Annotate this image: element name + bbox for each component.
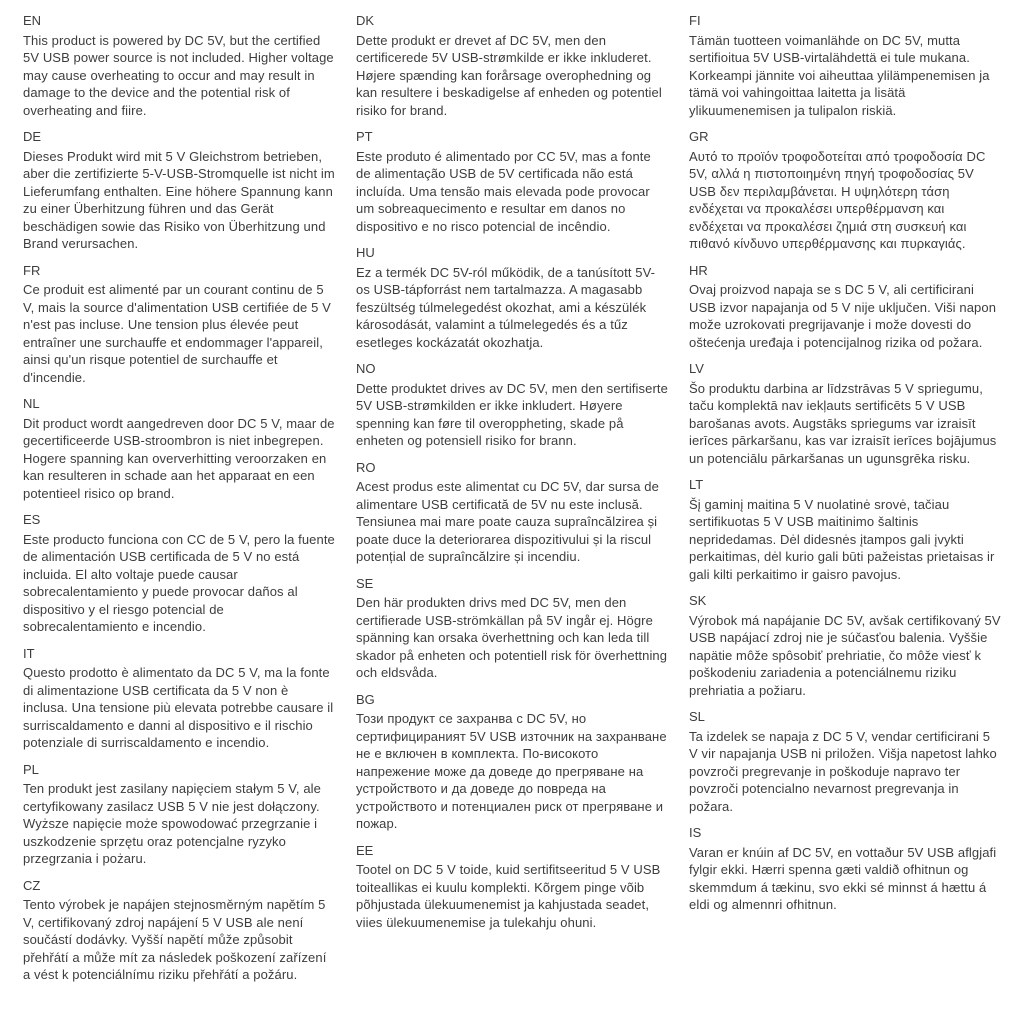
lang-code-pt: PT <box>356 129 373 144</box>
lang-text-gr: Αυτό το προϊόν τροφοδοτείται από τροφοδοσία DC 5V, αλλά η πιστοποιημένη πηγή τροφοδοσίας 5V USB δεν περιλαμβάνεται. Η υψηλότερη τάση ενδέχεται να προκαλέσει υπερθέρμανση και ενδέχεται να προκαλέσει ζημιά στη συσκευή και πιθανό κίνδυνο υπερθέρμανσης και πυρκαγιάς. <box>689 148 986 251</box>
lang-code-sk: SK <box>689 593 707 608</box>
lang-text-ro: Acest produs este alimentat cu DC 5V, dar sursa de alimentare USB certificată de 5V nu este inclusă. Tensiunea mai mare poate cauza supraîncălzirea și poate duce la deteriorarea dispozitivului și la riscul potențial de supraîncălzire și incendiu. <box>356 479 659 564</box>
lang-section-lv <box>689 360 1001 467</box>
notice-column-1 <box>23 12 335 993</box>
lang-code-es: ES <box>23 512 41 527</box>
lang-section-is <box>689 824 1001 914</box>
lang-text-is: Varan er knúin af DC 5V, en vottaður 5V USB aflgjafi fylgir ekki. Hærri spenna gæti valdið ofhitnun og skemmdum á tækinu, svo ekki sé minnst á hættu á eldi og almennri ofhitnun. <box>689 844 997 912</box>
lang-code-sl: SL <box>689 709 705 724</box>
lang-text-lv: Šo produktu darbina ar līdzstrāvas 5 V spriegumu, taču komplektā nav iekļauts sertificēts 5 V USB barošanas avots. Augstāks spriegums var izraisīt ierīces pārkaršanu, kas var izraisīt ierīces bojājumus un potenciālu pārkaršanas un ugunsgrēka risku. <box>689 380 997 466</box>
lang-section-fi <box>689 12 1001 119</box>
lang-code-fr: FR <box>23 262 41 278</box>
lang-code-pl: PL <box>23 761 39 777</box>
lang-text-de: Dieses Produkt wird mit 5 V Gleichstrom betrieben, aber die zertifizierte 5-V-USB-Stromquelle ist nicht im Lieferumfang enthalten. Eine höhere Spannung kann zu einer Überhitzung führen und das Gerät beschädigen sowie das Risiko von Überhitzung und Brand verursachen. <box>23 148 335 251</box>
lang-section-fr <box>23 262 335 387</box>
lang-code-lt: LT <box>689 477 704 492</box>
lang-text-lt: Šį gaminį maitina 5 V nuolatinė srovė, tačiau sertifikuotas 5 V USB maitinimo šaltinis nepridedamas. Dėl didesnės įtampos gali įvykti perkaitimas, dėl kurio gali būti pažeistas prietaisas ir gali kilti perkaitimo ir gaisro pavojus. <box>689 496 995 582</box>
lang-section-bg <box>356 691 668 833</box>
lang-text-sk: Výrobok má napájanie DC 5V, avšak certifikovaný 5V USB napájací zdroj nie je súčasťou balenia. Vyššie napätie môže spôsobiť prehriatie, čo môže viesť k poškodeniu zariadenia a potenciálnemu riziku prehriatia a požiaru. <box>689 612 1001 698</box>
lang-code-dk: DK <box>356 13 375 28</box>
lang-text-sl: Ta izdelek se napaja z DC 5 V, vendar certificirani 5 V vir napajanja USB ni priložen. Višja napetost lahko povzroči pregrevanje in poškoduje napravo ter povzroči potencialno nevarnost pregrevanja in požara. <box>689 728 997 814</box>
lang-text-se: Den här produkten drivs med DC 5V, men den certifierade USB-strömkällan på 5V ingår ej. Högre spänning kan orsaka överhettning och kan leda till skador på enheten och potentiell risk för överhettning och eldsvåda. <box>356 595 668 680</box>
lang-code-fi: FI <box>689 13 701 28</box>
lang-code-ro: RO <box>356 459 376 475</box>
lang-section-it <box>23 645 335 752</box>
lang-text-es: Este producto funciona con CC de 5 V, pero la fuente de alimentación USB certificada de 5 V no está incluida. El alto voltaje puede causar sobrecalentamiento y puede provocar daños al dispositivo y el riesgo potencial de sobrecalentamiento e incendio. <box>23 531 335 634</box>
lang-code-hr: HR <box>689 262 708 278</box>
lang-code-gr: GR <box>689 129 709 144</box>
lang-text-bg: Този продукт се захранва с DC 5V, но сертифицираният 5V USB източник на захранване не е включен в комплекта. По-високото напрежение може да доведе до прегряване на устройството и да доведе до повреда на устройството и потенциален риск от прегряване и пожар. <box>356 711 667 831</box>
lang-code-de: DE <box>23 129 42 144</box>
lang-section-es <box>23 511 335 636</box>
lang-code-is: IS <box>689 825 702 840</box>
lang-section-ro <box>356 459 668 566</box>
lang-section-pl <box>23 761 335 868</box>
lang-code-nl: NL <box>23 396 40 411</box>
lang-text-pl: Ten produkt jest zasilany napięciem stałym 5 V, ale certyfikowany zasilacz USB 5 V nie jest dołączony. Wyższe napięcie może spowodować przegrzanie i uszkodzenie sprzętu oraz potencjalne ryzyko przegrzania i pożaru. <box>23 781 321 866</box>
lang-text-hr: Ovaj proizvod napaja se s DC 5 V, ali certificirani USB izvor napajanja od 5 V nije uključen. Viši napon može uzrokovati pregrijavanje i može dovesti do oštećenja uređaja i potencijalnog rizika od požara. <box>689 282 997 350</box>
lang-code-it: IT <box>23 645 35 661</box>
lang-code-lv: LV <box>689 361 704 376</box>
lang-text-hu: Ez a termék DC 5V-ról működik, de a tanúsított 5V-os USB-tápforrást nem tartalmazza. A magasabb feszültség túlmelegedést okozhat, ami a készülék károsodását, valamint a túlmelegedés és a tűz esetleges kockázatát okozhatja. <box>356 264 656 350</box>
lang-section-nl <box>23 395 335 502</box>
lang-section-sl <box>689 708 1001 815</box>
lang-code-bg: BG <box>356 691 375 707</box>
lang-section-lt <box>689 476 1001 583</box>
lang-text-ee: Tootel on DC 5 V toide, kuid sertifitseeritud 5 V USB toiteallikas ei kuulu komplekti. Kõrgem pinge võib põhjustada ülekuumenemist ja kahjustada seadet, viies ülekuumenemise ja tulekahju ohuni. <box>356 862 661 930</box>
lang-code-hu: HU <box>356 245 375 260</box>
lang-section-hu <box>356 244 668 351</box>
lang-section-en <box>23 12 335 119</box>
lang-text-fr: Ce produit est alimenté par un courant continu de 5 V, mais la source d'alimentation USB certifiée de 5 V n'est pas incluse. Une tension plus élevée peut entraîner une surchauffe et endommager l'appareil, ainsi qu'un risque potentiel de surchauffe et d'incendie. <box>23 282 331 385</box>
lang-text-en: This product is powered by DC 5V, but the certified 5V USB power source is not included. Higher voltage may cause overheating to occur and may result in damage to the device and the potential risk of overheating and fiire. <box>23 32 334 118</box>
lang-section-sk <box>689 592 1001 699</box>
lang-section-cz <box>23 877 335 984</box>
lang-text-pt: Este produto é alimentado por CC 5V, mas a fonte de alimentação USB de 5V certificada não está incluída. Uma tensão mais elevada pode provocar um sobreaquecimento e resultar em danos no dispositivo e no risco potencial de incêndio. <box>356 148 651 234</box>
lang-section-ee <box>356 842 668 932</box>
lang-section-de <box>23 128 335 253</box>
notice-column-2 <box>356 12 668 993</box>
lang-text-fi: Tämän tuotteen voimanlähde on DC 5V, mutta sertifioitua 5V USB-virtalähdettä ei tule mukana. Korkeampi jännite voi aiheuttaa ylilämpenemisen ja tämä voi vahingoittaa laitetta ja lisätä ylikuumenemisen ja tulipalon riskiä. <box>689 32 990 118</box>
lang-section-gr <box>689 128 1001 253</box>
lang-section-pt <box>356 128 668 235</box>
lang-section-dk <box>356 12 668 119</box>
lang-code-cz: CZ <box>23 877 41 893</box>
lang-text-nl: Dit product wordt aangedreven door DC 5 V, maar de gecertificeerde USB-stroombron is niet inbegrepen. Hogere spanning kan oververhitting veroorzaken en kan resulteren in schade aan het apparaat en een potentieel risico op brand. <box>23 415 335 501</box>
lang-text-no: Dette produktet drives av DC 5V, men den sertifiserte 5V USB-strømkilden er ikke inkludert. Høyere spenning kan føre til overoppheting, skade på enheten og potensiell risiko for brann. <box>356 380 668 448</box>
lang-text-cz: Tento výrobek je napájen stejnosměrným napětím 5 V, certifikovaný zdroj napájení 5 V USB ale není součástí dodávky. Vyšší napětí může způsobit přehřátí a může mít za následek poškození zařízení a vést k potenciálnímu riziku přehřátí a požáru. <box>23 897 327 982</box>
lang-code-se: SE <box>356 575 374 591</box>
lang-text-dk: Dette produkt er drevet af DC 5V, men den certificerede 5V USB-strømkilde er ikke inkluderet. Højere spænding kan forårsage overophedning og kan resultere i beskadigelse af enheden og potentiel risiko for brand. <box>356 32 662 118</box>
lang-code-no: NO <box>356 361 376 376</box>
lang-section-se <box>356 575 668 682</box>
notice-column-3 <box>689 12 1001 993</box>
lang-section-no <box>356 360 668 450</box>
lang-code-en: EN <box>23 13 42 28</box>
lang-code-ee: EE <box>356 842 374 858</box>
lang-section-hr <box>689 262 1001 352</box>
lang-text-it: Questo prodotto è alimentato da DC 5 V, ma la fonte di alimentazione USB certificata da 5 V non è inclusa. Una tensione più elevata potrebbe causare il surriscaldamento e danni al dispositivo e il rischio potenziale di surriscaldamento e incendio. <box>23 665 334 750</box>
